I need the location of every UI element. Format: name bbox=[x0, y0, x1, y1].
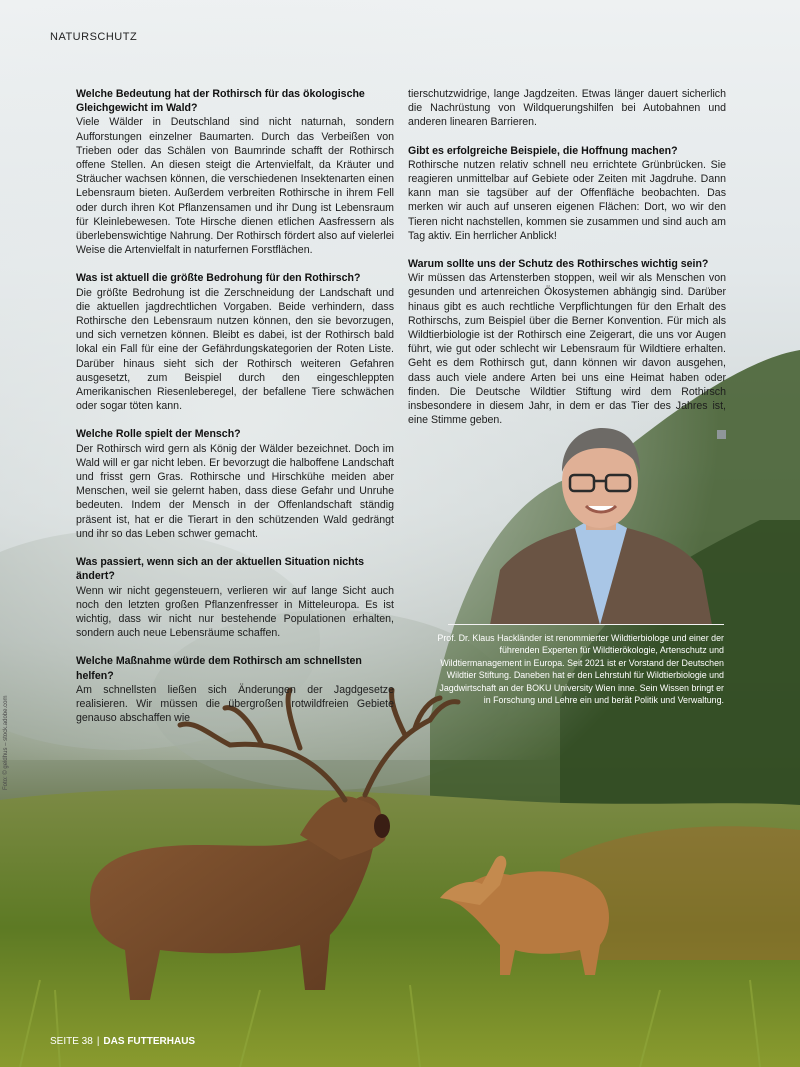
answer-text: Am schnellsten ließen sich Änderungen der Jagdgesetze realisieren. Wir müssen die übergroßen rotwildfreien Gebiete genauso abschaffen wie bbox=[76, 683, 394, 725]
question-heading: Welche Bedeutung hat der Rothirsch für das ökologische Gleichgewicht im Wald? bbox=[76, 88, 365, 115]
answer-text: Wir müssen das Artensterben stoppen, weil wir als Menschen von gesunden und artenreichen Ökosystemen abhängig sind. Darüber hinaus gibt es auch rechtliche Verpflichtungen für den Erhalt des Rothirschs, zum Beispiel über die Berner Konvention. Für mich als Wildtierbiologie ist der Rothirsch eine Zeigerart, die uns vor Augen führt, wie gut oder schlecht wir Lebensraum für Wildtiere erhalten. Geht es dem Rothirsch gut, dann können wir davon ausgehen, dass auch viele andere Arten bei uns eine Heimat haben oder finden. Die Deutsche Wildtier Stiftung wird dem Rothirsch insbesondere in diesem Jahr, in dem er das Tier des Jahres ist, eine Stimme geben. bbox=[408, 272, 726, 427]
qa-block bbox=[408, 257, 726, 427]
qa-block bbox=[76, 654, 394, 725]
continuation-text: tierschutzwidrige, lange Jagdzeiten. Etwas länger dauert sicherlich die Nachrüstung von Wildquerungshilfen bei Autobahnen und anderen linearen Barrieren. bbox=[408, 88, 726, 129]
right-column bbox=[408, 87, 726, 442]
qa-block bbox=[76, 555, 394, 640]
qa-block bbox=[76, 427, 394, 541]
end-square-icon bbox=[717, 430, 726, 439]
answer-text: Wenn wir nicht gegensteuern, verlieren wir auf lange Sicht auch noch den letzten großen Pflanzenfresser in Mitteleuropa. Es ist wichtig, dass wir nicht nur bestehende Populationen erhalten, sondern auch neue Lebensräume schaffen. bbox=[76, 584, 394, 640]
portrait-caption: Prof. Dr. Klaus Hackländer ist renommierter Wildtierbiologe und einer der führenden Experten für Wildtierökologie, Artenschutz und Wildtiermanagement in Europa. Seit 2021 ist er Vorstand der Deutschen Wildtier Stiftung. Daneben hat er den Lehrstuhl für Wildtierbiologie und Jagdwirtschaft an der BOKU University Wien inne. Sein Wissen bringt er in Forschung und Lehre ein und berät Politik und Verwaltung. bbox=[437, 633, 724, 706]
answer-text: Die größte Bedrohung ist die Zerschneidung der Landschaft und die aktuellen jagdrechtlichen Vorgaben. Beide verhindern, dass Rothirsche den Lebensraum nutzen können, den sie bevorzugen, und sich vernetzen können. Bleibt es dabei, ist der Rothirsch bald lokal ein Fall für eine der Gefährdungskategorien der Roten Liste. Darüber hinaus sieht sich der Rothirsch weiteren Gefahren ausgesetzt, zum Beispiel durch den eingeschleppten Amerikanischen Riesenleberegel, der befallene Tiere schwächen oder sogar töten kann. bbox=[76, 286, 394, 413]
photo-credit: Foto: © geldhus – stock.adobe.com bbox=[3, 695, 9, 790]
magazine-brand: DAS FUTTERHAUS bbox=[103, 1036, 196, 1047]
answer-text: Rothirsche nutzen relativ schnell neu errichtete Grünbrücken. Sie reagieren unmittelbar auf Gebiete oder Zeiten mit Jagdruhe. Dann kann man sie tagsüber auf der Offenfläche beobachten. Das merken wir auch auf unseren eigenen Flächen: Dort, wo wir den Tieren nicht nachstellen, kommen sie zusammen und sind auch am Tag aktiv. Ein herrlicher Anblick! bbox=[408, 158, 726, 242]
qa-block bbox=[76, 271, 394, 413]
qa-block bbox=[76, 87, 394, 257]
caption-divider bbox=[448, 624, 724, 625]
question-heading: Welche Maßnahme würde dem Rothirsch am schnellsten helfen? bbox=[76, 655, 362, 682]
question-heading: Was ist aktuell die größte Bedrohung für den Rothirsch? bbox=[76, 272, 361, 285]
page-footer bbox=[50, 1036, 195, 1047]
question-heading: Gibt es erfolgreiche Beispiele, die Hoffnung machen? bbox=[408, 144, 678, 157]
portrait-illustration bbox=[490, 420, 712, 625]
left-column bbox=[76, 87, 394, 739]
question-heading: Was passiert, wenn sich an der aktuellen Situation nichts ändert? bbox=[76, 556, 365, 583]
answer-text: Der Rothirsch wird gern als König der Wälder bezeichnet. Doch im Wald will er gar nicht leben. Er bevorzugt die halboffene Landschaft und frisst gern Gras. Rothirsche und Hirschkühe meiden aber Menschen, weil sie gelernt haben, dass diese Gefahr und Unruhe bedeuten. Indem der Mensch in der Offenlandschaft ständig präsent ist, hat er die Tierart in den schützenden Wald gedrängt und ihr so das Leben schwer gemacht. bbox=[76, 442, 394, 540]
question-heading: Warum sollte uns der Schutz des Rothirsches wichtig sein? bbox=[408, 258, 709, 271]
answer-text: Viele Wälder in Deutschland sind nicht naturnah, sondern Aufforstungen einzelner Baumarten. Durch das Verbeißen von Trieben oder das Schälen von Baumrinde schafft der Rothirsch offene Stellen. An diesen steigt die Artenvielfalt, da Kräuter und Sträucher wachsen können, die verschiedenen Insektenarten einen Lebensraum bieten. Außerdem verbreiten Rothirsche in ihrem Fell oder durch ihren Kot Pflanzensamen und ihr Dung ist Lebensraum für Kleinlebewesen. Tote Hirsche dienen etlichen Aasfressern als überlebenswichtige Nahrung. Der Rothirsch fördert also auf vielerlei Weise die Artenvielfalt in naturfernen Forstflächen. bbox=[76, 116, 394, 257]
footer-separator: | bbox=[96, 1036, 100, 1047]
section-label: NATURSCHUTZ bbox=[50, 31, 138, 43]
qa-block bbox=[408, 144, 726, 243]
question-heading: Welche Rolle spielt der Mensch? bbox=[76, 428, 241, 441]
page-number: SEITE 38 bbox=[50, 1036, 93, 1047]
portrait-photo bbox=[490, 420, 712, 625]
